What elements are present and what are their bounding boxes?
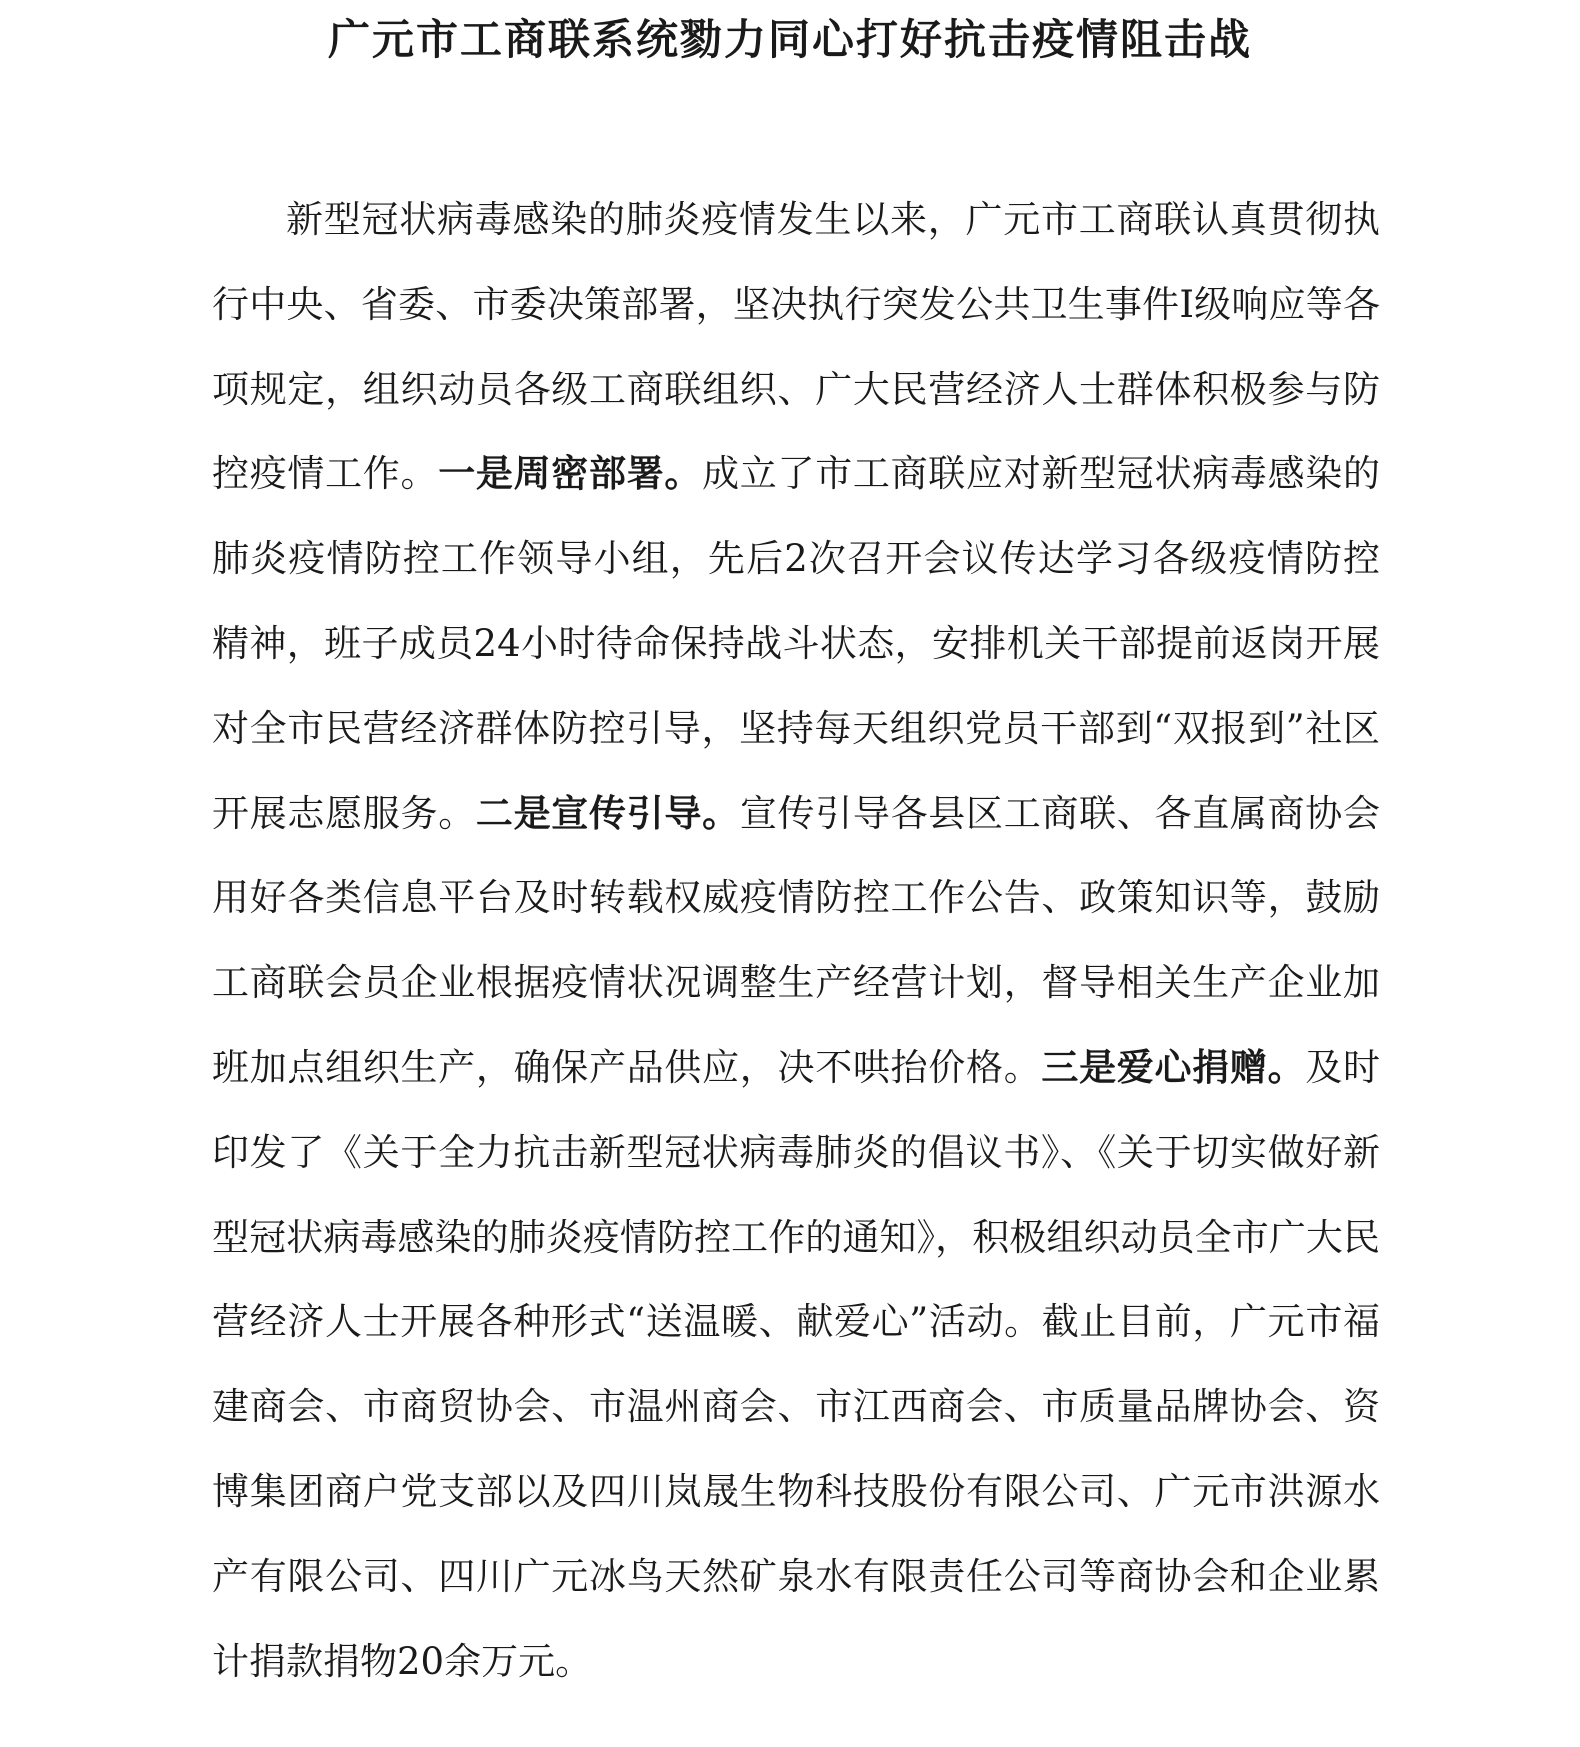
section-heading-deployment: 一是周密部署。 — [438, 452, 703, 496]
body-paragraph — [212, 178, 1380, 1704]
paragraph-intro-text: 新型冠状病毒感染的肺炎疫情发生以来，广元市工商联认真贯彻执行中央、省委、市委决策部署，坚决执行突发公共卫生事件Ⅰ级响应等各项规定，组织动员各级工商联组织、广大民营经济人士群体积极参与防控疫情工作。 — [212, 198, 1380, 496]
paragraph-deployment-text: 成立了市工商联应对新型冠状病毒感染的肺炎疫情防控工作领导小组，先后2次召开会议传达学习各级疫情防控精神，班子成员24小时待命保持战斗状态，安排机关干部提前返岗开展对全市民营经济群体防控引导，坚持每天组织党员干部到“双报到”社区开展志愿服务。 — [212, 452, 1381, 835]
document-title: 广元市工商联系统勠力同心打好抗击疫情阻击战 — [327, 15, 1252, 64]
paragraph-publicity-text: 宣传引导各县区工商联、各直属商协会用好各类信息平台及时转载权威疫情防控工作公告、政策知识等，鼓励工商联会员企业根据疫情状况调整生产经营计划，督导相关生产企业加班加点组织生产，确保产品供应，决不哄抬价格。 — [212, 791, 1381, 1089]
paragraph-donation-text: 及时印发了《关于全力抗击新型冠状病毒肺炎的倡议书》、《关于切实做好新型冠状病毒感染的肺炎疫情防控工作的通知》，积极组织动员全市广大民营经济人士开展各种形式“送温暖、献爱心”活动。截止目前，广元市福建商会、市商贸协会、市温州商会、市江西商会、市质量品牌协会、资博集团商户党支部以及四川岚晟生物科技股份有限公司、广元市洪源水产有限公司、四川广元冰鸟天然矿泉水有限责任公司等商协会和企业累计捐款捐物20余万元。 — [212, 1045, 1381, 1683]
section-heading-donation: 三是爱心捐赠。 — [1041, 1045, 1306, 1089]
section-heading-publicity: 二是宣传引导。 — [475, 791, 740, 835]
